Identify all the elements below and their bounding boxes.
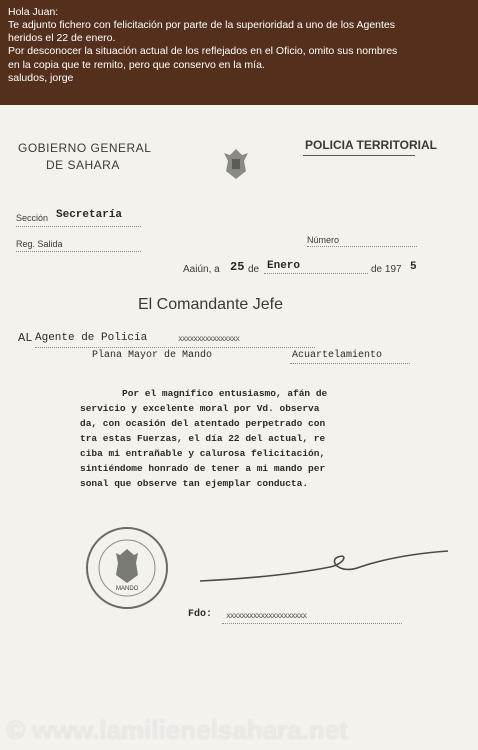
signer-redacted: xxxxxxxxxxxxxxxxxxxxx [226, 611, 307, 620]
section-value: Secretaría [56, 209, 123, 221]
day-value: 25 [230, 260, 245, 274]
recipient-title: Agente de Policía [35, 332, 148, 344]
signer-line [222, 623, 402, 624]
recipient-line [35, 347, 315, 348]
body-line: servicio y excelente moral por Vd. observa [80, 403, 320, 414]
police-underline [303, 155, 415, 156]
year-prefix: de 197 [371, 264, 402, 275]
recipient-prefix: AL [18, 331, 33, 345]
place-label: Aaiún, a [183, 264, 220, 275]
section-label: Sección [16, 213, 49, 223]
quarters-line [290, 363, 410, 364]
quarters-value: Acuartelamiento [292, 350, 383, 361]
body-line: tra estas Fuerzas, el día 22 del actual, re [80, 433, 326, 444]
month-value: Enero [267, 260, 301, 272]
reg-line [16, 251, 141, 252]
recipient-redacted: xxxxxxxxxxxxxxxx [178, 334, 240, 343]
de-label: de [248, 264, 260, 275]
email-line: Hola Juan: [8, 6, 59, 18]
official-stamp [84, 525, 170, 611]
email-message [0, 0, 478, 105]
watermark: © www.lamilienelsahara.net [6, 715, 348, 745]
section-line [16, 226, 141, 227]
year-digit: 5 [410, 261, 417, 273]
email-line: en la copia que te remito, pero que conservo en la mía. [8, 58, 265, 71]
month-line [264, 273, 368, 274]
scanned-letter [0, 105, 478, 750]
unit-value: Plana Mayor de Mando [92, 350, 213, 361]
body-line: sonal que observe tan ejemplar conducta. [80, 478, 309, 489]
body-line: Por el magnífico entusiasmo, afán de [122, 388, 328, 399]
email-line: saludos, jorge [8, 71, 74, 84]
sender-title: El Comandante Jefe [138, 296, 283, 313]
police-heading: POLICIA TERRITORIAL [305, 138, 437, 152]
reg-label: Reg. Salida [16, 239, 63, 249]
stamp-text: MANDO [116, 586, 139, 592]
body-line: sintiéndome honrado de tener a mi mando per [80, 463, 326, 474]
number-line [307, 246, 417, 247]
email-line: heridos el 22 de enero. [8, 32, 116, 45]
email-line: Te adjunto fichero con felicitación por parte de la superioridad a uno de los Agentes [8, 19, 396, 32]
body-line: da, con ocasión del atentado perpetrado con [80, 418, 326, 429]
signature [200, 545, 450, 595]
gov-line-2: DE SAHARA [46, 158, 120, 172]
body-line: ciba mi entrañable y calurosa felicitación, [80, 448, 326, 459]
coat-of-arms-icon [222, 147, 250, 181]
signed-by-label: Fdo: [188, 609, 213, 620]
gov-line-1: GOBIERNO GENERAL [18, 141, 152, 155]
number-label: Número [307, 235, 340, 245]
email-line: Por desconocer la situación actual de los reflejados en el Oficio, omito sus nombres [8, 45, 398, 58]
